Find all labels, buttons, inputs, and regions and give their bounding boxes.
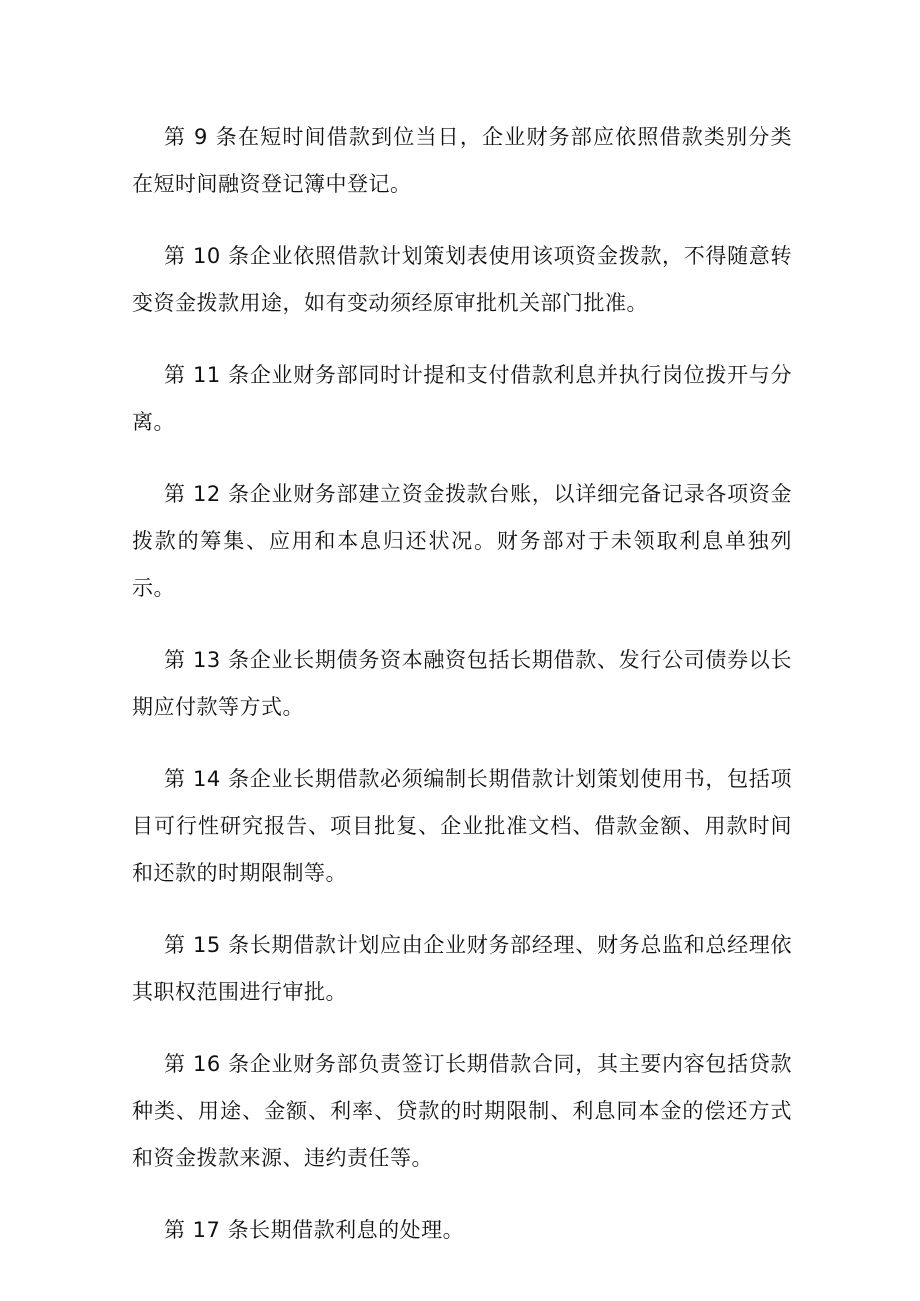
article-14-paragraph: 第 14 条企业长期借款必须编制长期借款计划策划使用书，包括项目可行性研究报告、项目批复、企业批准文档、借款金额、用款时间和还款的时期限制等。 — [132, 767, 792, 885]
article-9-paragraph: 第 9 条在短时间借款到位当日，企业财务部应依照借款类别分类在短时间融资登记簿中登记。 — [132, 125, 792, 196]
document-body — [132, 114, 792, 1254]
article-12-paragraph: 第 12 条企业财务部建立资金拨款台账，以详细完备记录各项资金拨款的筹集、应用和本息归还状况。财务部对于未领取利息单独列示。 — [132, 482, 792, 600]
article-17-paragraph: 第 17 条长期借款利息的处理。 — [164, 1218, 465, 1242]
article-15-paragraph: 第 15 条长期借款计划应由企业财务部经理、财务总监和总经理依其职权范围进行审批。 — [132, 933, 792, 1004]
article-11-paragraph: 第 11 条企业财务部同时计提和支付借款利息并执行岗位拨开与分离。 — [132, 363, 792, 434]
article-10-paragraph: 第 10 条企业依照借款计划策划表使用该项资金拨款，不得随意转变资金拨款用途，如有变动须经原审批机关部门批准。 — [132, 244, 792, 315]
article-16-paragraph: 第 16 条企业财务部负责签订长期借款合同，其主要内容包括贷款种类、用途、金额、利率、贷款的时期限制、利息同本金的偿还方式和资金拨款来源、违约责任等。 — [132, 1052, 792, 1170]
article-13-paragraph: 第 13 条企业长期债务资本融资包括长期借款、发行公司债券以长期应付款等方式。 — [132, 648, 792, 719]
